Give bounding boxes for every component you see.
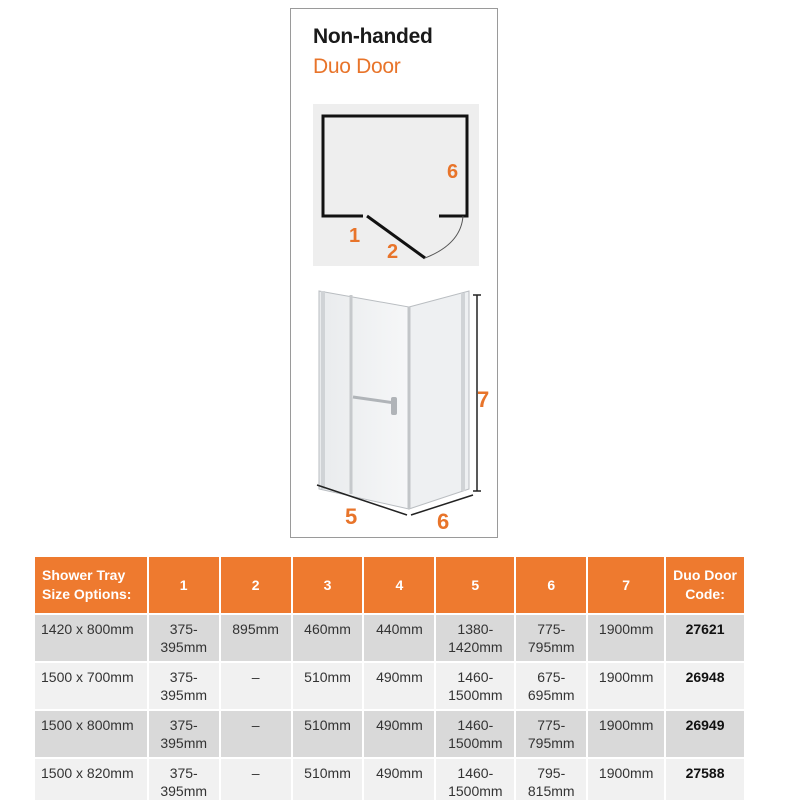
cell-dim-3: 510mm: [293, 711, 363, 757]
header-dim-6: 6: [516, 557, 586, 613]
header-dim-1: 1: [149, 557, 219, 613]
cell-dim-5: 1460-1500mm: [436, 711, 514, 757]
header-dim-5: 5: [436, 557, 514, 613]
header-dim-3: 3: [293, 557, 363, 613]
cell-dim-7: 1900mm: [588, 759, 664, 800]
table-header-row: [35, 557, 744, 613]
cell-dim-6: 775-795mm: [516, 711, 586, 757]
plan-label-2: 2: [387, 241, 399, 263]
cell-dim-3: 510mm: [293, 759, 363, 800]
table-row: [35, 711, 744, 757]
header-door-code: Duo Door Code:: [666, 557, 744, 613]
cell-dim-6: 775-795mm: [516, 615, 586, 661]
render-label-5: 5: [345, 504, 358, 529]
cell-dim-5: 1380-1420mm: [436, 615, 514, 661]
cell-dim-1: 375-395mm: [149, 615, 219, 661]
cell-dim-7: 1900mm: [588, 663, 664, 709]
side-glass-panel: [409, 291, 469, 509]
table-row: [35, 663, 744, 709]
cell-dim-7: 1900mm: [588, 615, 664, 661]
cell-dim-4: 490mm: [364, 759, 434, 800]
cell-dim-5: 1460-1500mm: [436, 663, 514, 709]
plan-label-1: 1: [349, 225, 361, 247]
cell-dim-1: 375-395mm: [149, 711, 219, 757]
cell-dim-7: 1900mm: [588, 711, 664, 757]
cell-dim-6: 795-815mm: [516, 759, 586, 800]
cell-dim-1: 375-395mm: [149, 759, 219, 800]
header-tray-size: Shower Tray Size Options:: [35, 557, 147, 613]
card-subtitle: Duo Door: [313, 55, 401, 78]
cell-dim-3: 510mm: [293, 663, 363, 709]
header-dim-2: 2: [221, 557, 291, 613]
cell-dim-6: 675-695mm: [516, 663, 586, 709]
cell-door-code: 27621: [666, 615, 744, 661]
plan-label-6: 6: [447, 161, 459, 183]
cell-dim-4: 490mm: [364, 663, 434, 709]
cell-dim-2: –: [221, 663, 291, 709]
cell-dim-5: 1460-1500mm: [436, 759, 514, 800]
cell-door-code: 26949: [666, 711, 744, 757]
cell-tray-size: 1500 x 800mm: [35, 711, 147, 757]
card-title: Non-handed: [313, 25, 433, 48]
size-options-table: [33, 555, 746, 800]
header-dim-7: 7: [588, 557, 664, 613]
cell-dim-4: 490mm: [364, 711, 434, 757]
render-label-7: 7: [477, 387, 490, 412]
cell-dim-3: 460mm: [293, 615, 363, 661]
door-swing-arc: [425, 216, 463, 258]
door-handle: [391, 397, 397, 415]
enclosure-outline: [323, 116, 467, 216]
enclosure-render: [309, 279, 499, 529]
cell-dim-1: 375-395mm: [149, 663, 219, 709]
render-label-6: 6: [437, 509, 450, 529]
cell-tray-size: 1420 x 800mm: [35, 615, 147, 661]
cell-dim-2: –: [221, 711, 291, 757]
cell-dim-2: 895mm: [221, 615, 291, 661]
cell-door-code: 26948: [666, 663, 744, 709]
product-card: [290, 8, 498, 538]
cell-dim-4: 440mm: [364, 615, 434, 661]
cell-tray-size: 1500 x 700mm: [35, 663, 147, 709]
cell-door-code: 27588: [666, 759, 744, 800]
table-row: [35, 615, 744, 661]
cell-dim-2: –: [221, 759, 291, 800]
header-dim-4: 4: [364, 557, 434, 613]
table-row: [35, 759, 744, 800]
plan-diagram: [313, 104, 479, 266]
cell-tray-size: 1500 x 820mm: [35, 759, 147, 800]
